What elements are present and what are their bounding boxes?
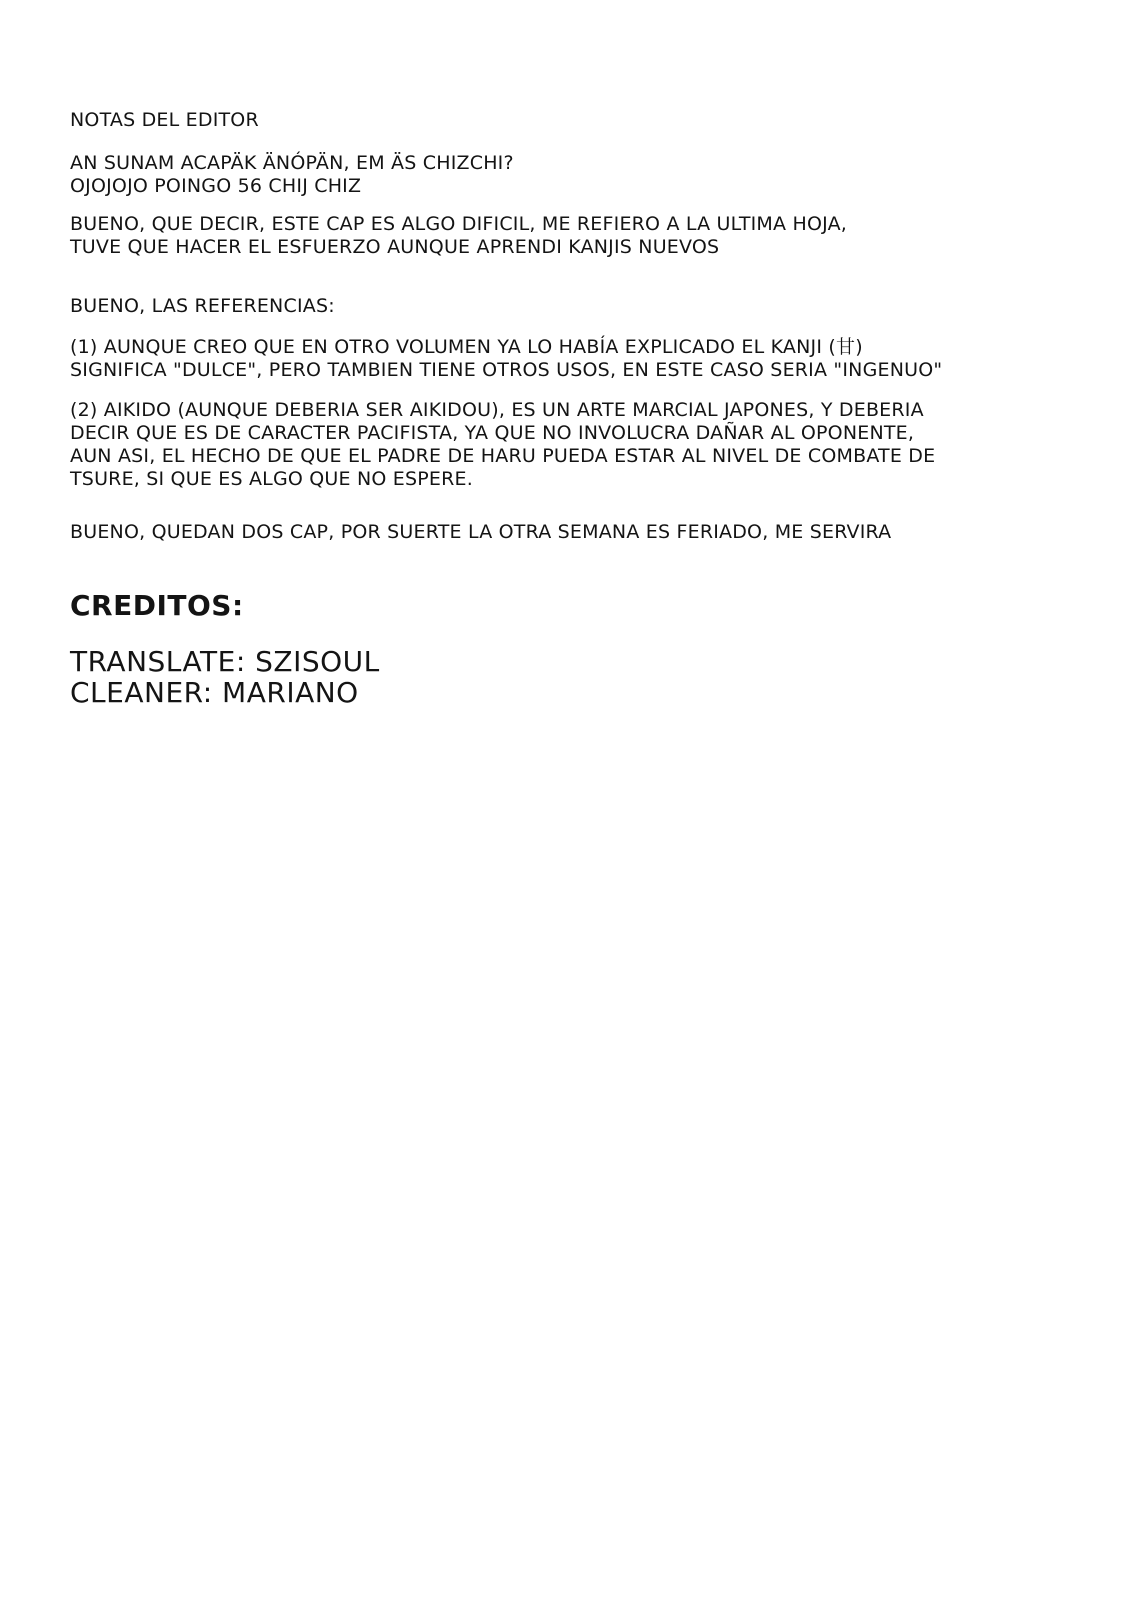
text-line: BUENO, QUE DECIR, ESTE CAP ES ALGO DIFICIL, ME REFIERO A LA ULTIMA HOJA, [70,213,848,235]
credit-cleaner: CLEANER: MARIANO [70,676,359,709]
text-line: BUENO, QUEDAN DOS CAP, POR SUERTE LA OTRA SEMANA ES FERIADO, ME SERVIRA [70,521,892,543]
text-line: AN SUNAM ACAPÄK ÄNÓPÄN, EM ÄS CHIZCHI? [70,152,514,174]
notes-paragraph-6 [70,521,891,544]
text-line: (2) AIKIDO (AUNQUE DEBERIA SER AIKIDOU), ES UN ARTE MARCIAL JAPONES, Y DEBERIA [70,399,924,421]
notes-title: NOTAS DEL EDITOR [70,109,259,131]
credits-list [70,646,380,708]
credit-translate: TRANSLATE: SZISOUL [70,645,380,678]
text-line: DECIR QUE ES DE CARACTER PACIFISTA, YA QUE NO INVOLUCRA DAÑAR AL OPONENTE, [70,422,915,444]
notes-paragraph-1 [70,152,514,198]
text-line: BUENO, LAS REFERENCIAS: [70,295,335,317]
text-line: SIGNIFICA "DULCE", PERO TAMBIEN TIENE OTROS USOS, EN ESTE CASO SERIA "INGENUO" [70,359,943,381]
text-line: OJOJOJO POINGO 56 CHIJ CHIZ [70,175,362,197]
reference-2 [70,399,935,491]
notes-paragraph-2 [70,213,847,259]
credits-title: CREDITOS: [70,589,244,622]
text-line: TUVE QUE HACER EL ESFUERZO AUNQUE APRENDI KANJIS NUEVOS [70,236,720,258]
text-line: AUN ASI, EL HECHO DE QUE EL PADRE DE HARU PUEDA ESTAR AL NIVEL DE COMBATE DE [70,445,936,467]
text-line: (1) AUNQUE CREO QUE EN OTRO VOLUMEN YA LO HABÍA EXPLICADO EL KANJI (甘) [70,336,863,358]
text-line: TSURE, SI QUE ES ALGO QUE NO ESPERE. [70,468,473,490]
reference-1 [70,336,942,382]
notes-paragraph-3 [70,295,335,318]
